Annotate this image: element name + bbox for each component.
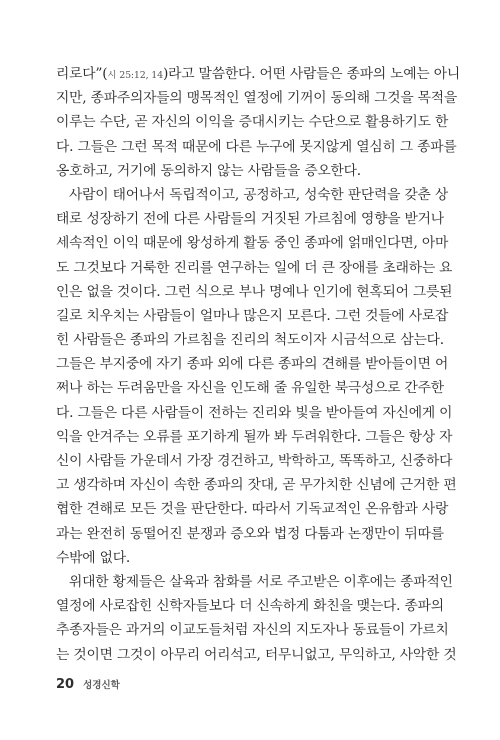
body-text xyxy=(56,62,460,667)
line-text: )라고 말씀한다. 어떤 사람들은 종파의 노예는 아니 xyxy=(162,66,460,82)
text-line: 열정에 사로잡힌 신학자들보다 더 신속하게 화친을 맺는다. 종파의 xyxy=(56,598,444,615)
text-line xyxy=(56,62,460,86)
page-footer xyxy=(56,677,120,692)
text-line: 태로 성장하기 전에 다른 사람들의 거짓된 가르침에 영향을 받거나 xyxy=(56,211,444,228)
text-line: 는 것이면 그것이 아무리 어리석고, 터무니없고, 무익하고, 사악한 것 xyxy=(56,646,457,663)
text-line: 협한 견해로 모든 것을 판단한다. 따라서 기독교적인 온유함과 사랑 xyxy=(56,501,449,518)
running-title: 성경신학 xyxy=(83,680,120,691)
text-line: 쩌나 하는 두려움만을 자신을 인도해 줄 유일한 북극성으로 간주한 xyxy=(56,380,444,397)
text-line: 힌 사람들은 종파의 가르침을 진리의 척도이자 시금석으로 삼는다. xyxy=(56,332,444,349)
text-line: 다. 그들은 다른 사람들이 전하는 진리와 빛을 받아들여 자신에게 이 xyxy=(56,404,453,421)
text-line: 수밖에 없다. xyxy=(56,549,131,566)
page-number: 20 xyxy=(56,677,75,692)
text-line: 신이 사람들 가운데서 가장 경건하고, 박학하고, 똑똑하고, 신중하다 xyxy=(56,453,453,469)
text-line: 길로 치우치는 사람들이 얼마나 많은지 모른다. 그런 것들에 사로잡 xyxy=(56,307,449,324)
text-line: 고 생각하며 자신이 속한 종파의 잣대, 곧 무가치한 신념에 근거한 편 xyxy=(56,477,457,494)
text-line: 다. 그들은 그런 목적 때문에 다른 누구에 못지않게 열심히 그 종파를 xyxy=(56,138,457,155)
scripture-citation: 시 25:12, 14 xyxy=(107,70,163,81)
text-line: 인은 없을 것이다. 그런 식으로 부나 명예나 인기에 현혹되어 그릇된 xyxy=(56,283,453,300)
text-line: 그들은 부지중에 자기 종파 외에 다른 종파의 견해를 받아들이면 어 xyxy=(56,356,449,373)
text-line: 옹호하고, 거기에 동의하지 않는 사람들을 증오한다. xyxy=(56,162,361,179)
text-line: 과는 완전히 동떨어진 분쟁과 증오와 법정 다툼과 논쟁만이 뒤따를 xyxy=(56,525,444,542)
line-text: 리로다”( xyxy=(56,66,108,82)
text-line: 이루는 수단, 곧 자신의 이익을 증대시키는 수단으로 활용하기도 한 xyxy=(56,114,449,131)
paragraph-first-line: 사람이 태어나서 독립적이고, 공정하고, 성숙한 판단력을 갖춘 상 xyxy=(69,186,448,203)
text-line: 지만, 종파주의자들의 맹목적인 열정에 기꺼이 동의해 그것을 목적을 xyxy=(56,90,458,107)
text-line: 익을 안겨주는 오류를 포기하게 될까 봐 두려워한다. 그들은 항상 자 xyxy=(56,428,453,445)
text-line: 세속적인 이익 때문에 왕성하게 활동 중인 종파에 얽매인다면, 아마 xyxy=(56,235,449,252)
text-line: 도 그것보다 거룩한 진리를 연구하는 일에 더 큰 장애를 초래하는 요 xyxy=(56,259,453,276)
text-line: 추종자들은 과거의 이교도들처럼 자신의 지도자나 동료들이 가르치 xyxy=(56,622,449,639)
paragraph-first-line: 위대한 황제들은 살육과 참화를 서로 주고받은 이후에는 종파적인 xyxy=(69,573,453,590)
